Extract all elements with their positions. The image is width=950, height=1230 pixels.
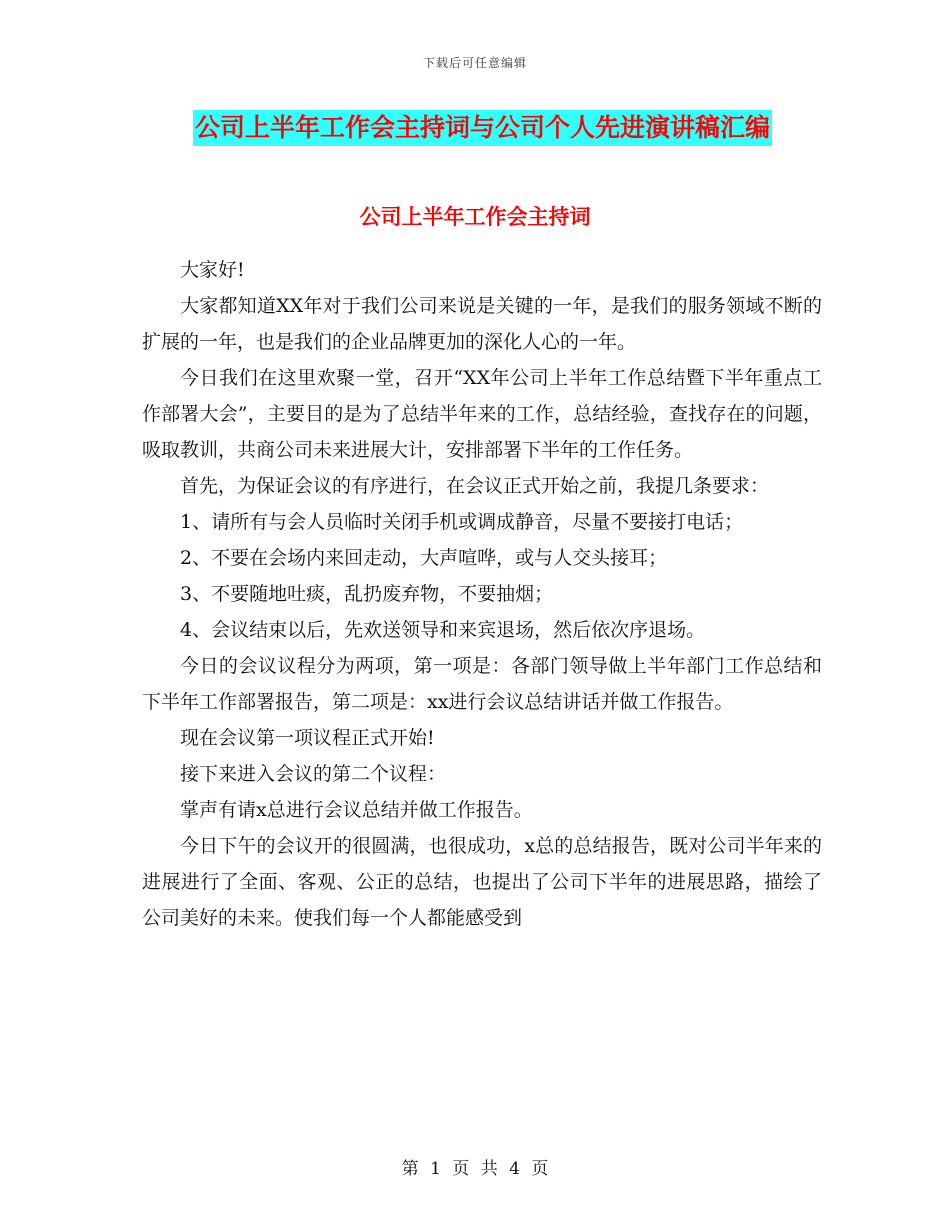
- paragraph: 大家都知道XX年对于我们公司来说是关键的一年，是我们的服务领域不断的扩展的一年，也是我们的企业品牌更加的深化人心的一年。: [142, 295, 822, 353]
- header-note: 下载后可任意编辑: [422, 56, 527, 70]
- paragraph: 大家好!: [180, 259, 245, 281]
- paragraph: 今日下午的会议开的很圆满，也很成功，x总的总结报告，既对公司半年来的进展进行了全面、客观、公正的总结，也提出了公司下半年的进展思路，描绘了公司美好的未来。使我们每一个人都能感受到: [142, 835, 822, 929]
- paragraph: 今日的会议议程分为两项，第一项是：各部门领导做上半年部门工作总结和下半年工作部署报告，第二项是：xx进行会议总结讲话并做工作报告。: [142, 655, 822, 713]
- document-body: [142, 252, 822, 936]
- list-item: 2、不要在会场内来回走动，大声喧哗，或与人交头接耳；: [180, 547, 668, 569]
- list-item: 3、不要随地吐痰，乱扔废弃物，不要抽烟；: [180, 583, 554, 605]
- paragraph: 接下来进入会议的第二个议程：: [180, 763, 447, 785]
- list-item: 1、请所有与会人员临时关闭手机或调成静音，尽量不要接打电话；: [180, 511, 744, 533]
- paragraph: 现在会议第一项议程正式开始!: [180, 727, 435, 749]
- list-item: 4、会议结束以后，先欢送领导和来宾退场，然后依次序退场。: [180, 619, 706, 641]
- document-title: 公司上半年工作会主持词与公司个人先进演讲稿汇编: [193, 110, 772, 146]
- paragraph: 今日我们在这里欢聚一堂，召开“XX年公司上半年工作总结暨下半年重点工作部署大会”，主要目的是为了总结半年来的工作，总结经验，查找存在的问题，吸取教训，共商公司未来进展大计，安排部署下半年的工作任务。: [142, 367, 822, 461]
- paragraph: 首先，为保证会议的有序进行，在会议正式开始之前，我提几条要求：: [180, 475, 770, 497]
- section-title: 公司上半年工作会主持词: [359, 205, 591, 229]
- page-indicator: 第 1 页 共 4 页: [401, 1159, 549, 1179]
- paragraph: 掌声有请x总进行会议总结并做工作报告。: [180, 799, 533, 821]
